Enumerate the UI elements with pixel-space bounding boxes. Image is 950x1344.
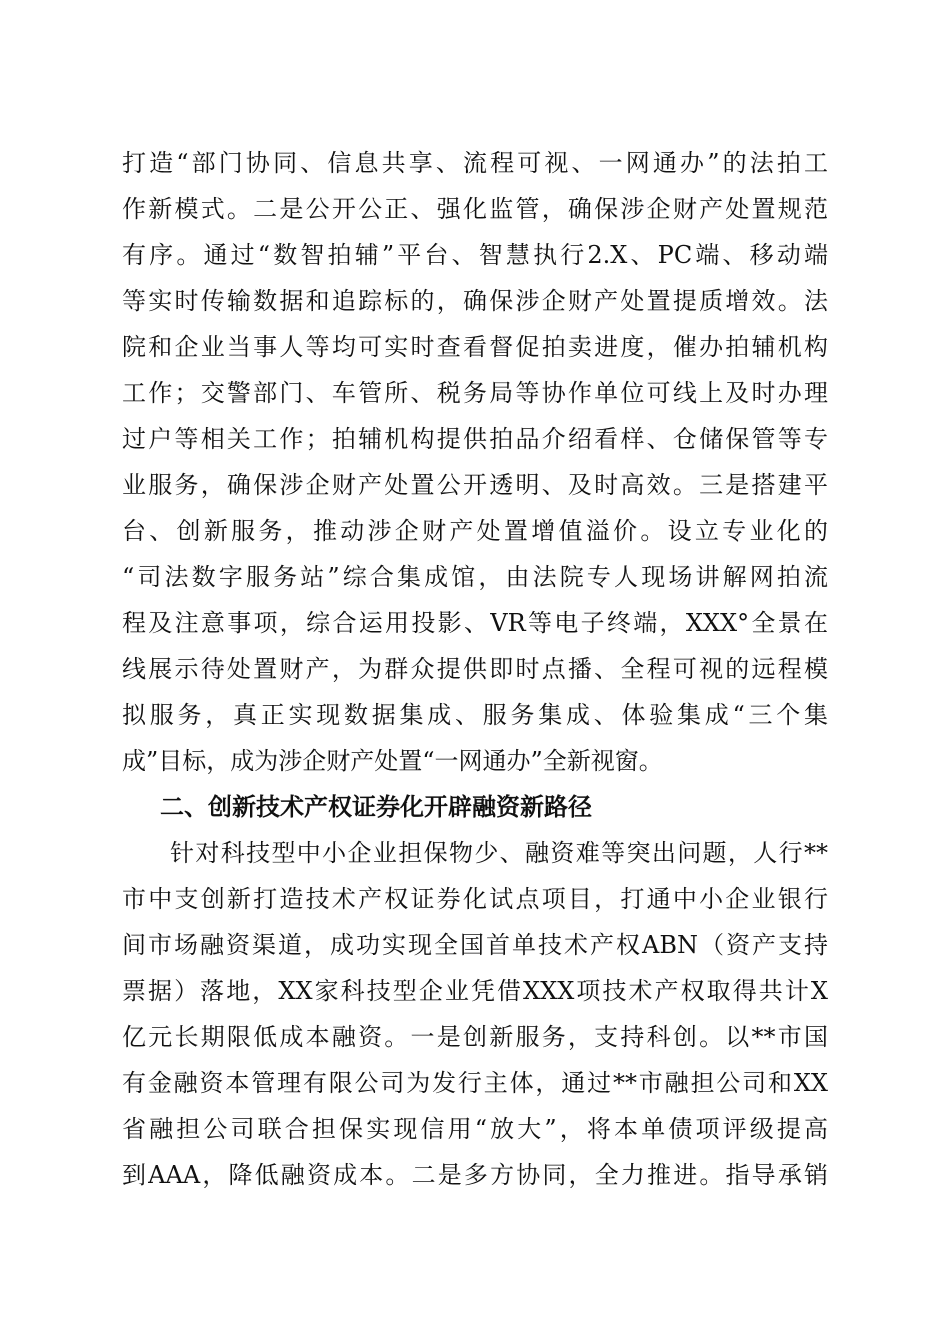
paragraph-1-line-1: 打造“部门协同、信息共享、流程可视、一网通办”的法拍工 (122, 149, 828, 177)
paragraph-2-line-5: 亿元长期限低成本融资。一是创新服务，支持科创。以**市国 (122, 1023, 828, 1051)
paragraph-1-line-2: 作新模式。二是公开公正、强化监管，确保涉企财产处置规范 (122, 195, 828, 223)
paragraph-1-line-13: 拟服务，真正实现数据集成、服务集成、体验集成“三个集 (122, 701, 828, 729)
paragraph-1-line-3: 有序。通过“数智拍辅”平台、智慧执行2.X、PC端、移动端 (122, 241, 828, 269)
paragraph-2-line-3: 间市场融资渠道，成功实现全国首单技术产权ABN（资产支持 (122, 931, 828, 959)
paragraph-2-line-8: 到AAA，降低融资成本。二是多方协同，全力推进。指导承销 (122, 1161, 828, 1189)
paragraph-2-line-6: 有金融资本管理有限公司为发行主体，通过**市融担公司和XX (122, 1069, 828, 1097)
paragraph-1-line-5: 院和企业当事人等均可实时查看督促拍卖进度，催办拍辅机构 (122, 333, 828, 361)
section-heading: 二、创新技术产权证券化开辟融资新路径 (160, 793, 592, 821)
paragraph-1-line-6: 工作；交警部门、车管所、税务局等协作单位可线上及时办理 (122, 379, 828, 407)
paragraph-1-line-12: 线展示待处置财产，为群众提供即时点播、全程可视的远程模 (122, 655, 828, 683)
paragraph-1-line-9: 台、创新服务，推动涉企财产处置增值溢价。设立专业化的 (122, 517, 828, 545)
paragraph-2-line-1: 针对科技型中小企业担保物少、融资难等突出问题，人行** (170, 839, 828, 867)
paragraph-1-line-14: 成”目标，成为涉企财产处置“一网通办”全新视窗。 (122, 747, 663, 775)
paragraph-2-line-7: 省融担公司联合担保实现信用“放大”，将本单债项评级提高 (122, 1115, 828, 1143)
paragraph-2-line-4: 票据）落地，XX家科技型企业凭借XXX项技术产权取得共计X (122, 977, 828, 1005)
paragraph-1-line-4: 等实时传输数据和追踪标的，确保涉企财产处置提质增效。法 (122, 287, 828, 315)
paragraph-1-line-10: “司法数字服务站”综合集成馆，由法院专人现场讲解网拍流 (122, 563, 828, 591)
paragraph-2-line-2: 市中支创新打造技术产权证券化试点项目，打通中小企业银行 (122, 885, 828, 913)
paragraph-1-line-7: 过户等相关工作；拍辅机构提供拍品介绍看样、仓储保管等专 (122, 425, 828, 453)
paragraph-1-line-11: 程及注意事项，综合运用投影、VR等电子终端，XXX°全景在 (122, 609, 828, 637)
paragraph-1-line-8: 业服务，确保涉企财产处置公开透明、及时高效。三是搭建平 (122, 471, 828, 499)
